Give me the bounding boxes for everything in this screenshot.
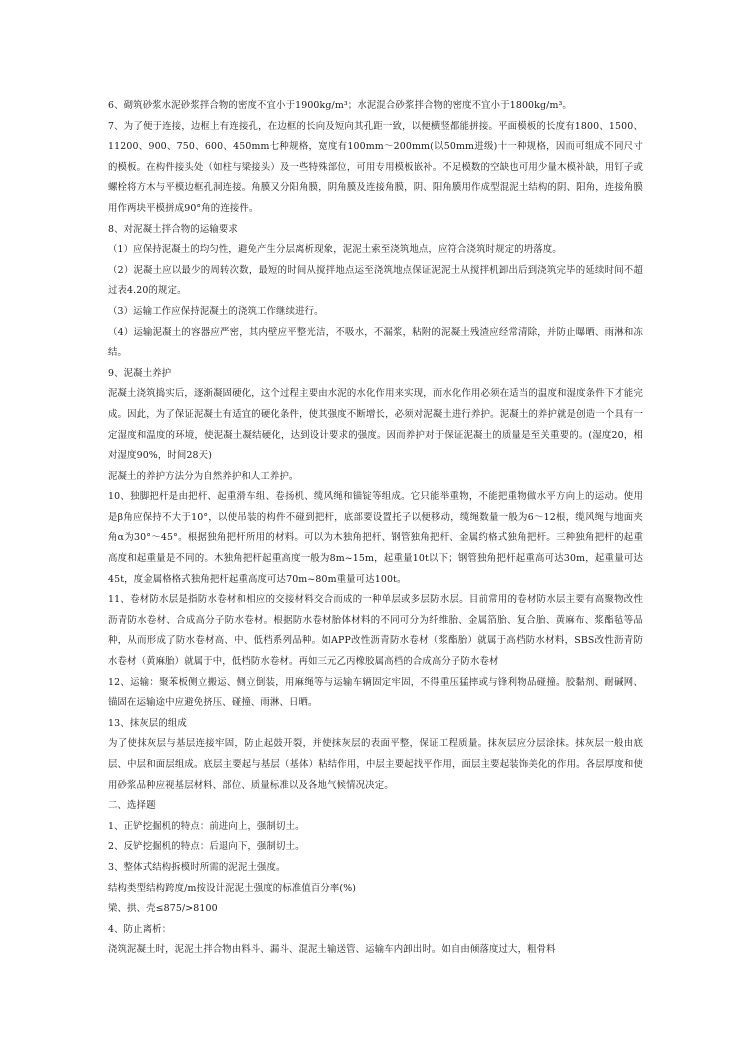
paragraph: 泥凝土的养护方法分为自然养护和人工养护。 — [108, 470, 299, 482]
paragraph: 1、正铲挖掘机的特点：前进向上，强制切土。 — [108, 820, 305, 832]
section-heading: 二、选择题 — [108, 800, 156, 812]
paragraph: 梁、拱、壳≤875/>8100 — [108, 903, 218, 915]
paragraph: 泥凝土浇筑捣实后，逐渐凝固硬化，这个过程主要由水泥的水化作用来实现，而水化作用必须在适当的温度和湿度条件下才能完成。因此，为了保证泥凝土有适宜的硬化条件，使其强度不断增长，必须对泥凝土进行养护。泥凝土的养护就是创造一个具有一定湿度和温度的环境，使泥凝土凝结硬化，达到设计要求的强度。因而养护对于保证泥凝土的质量是至关重要的。(湿度20，相对湿度90%，时间28天) — [108, 388, 643, 462]
paragraph: （3）运输工作应保持泥凝土的浇筑工作继续进行。 — [108, 305, 324, 317]
paragraph: 6、砌筑砂浆水泥砂浆拌合物的密度不宜小于1900kg/m³；水泥混合砂浆拌合物的密度不宜小于1800kg/m³。 — [108, 100, 572, 111]
section-heading: 13、抹灰层的组成 — [108, 717, 187, 729]
section-heading: 9、泥凝土养护 — [108, 367, 172, 379]
document-body — [108, 96, 643, 961]
paragraph: 12、运输：聚苯板侧立搬运、侧立倒装，用麻绳等与运输车辆固定牢固，不得重压猛摔或与锋利物品碰撞。胶黏剂、耐碱网、锚固在运输途中应避免挤压、碰撞、雨淋、日晒。 — [108, 676, 643, 709]
paragraph: 10、独脚把杆是由把杆、起重滑车组、卷扬机、缆风绳和锚锭等组成。它只能举重物，不能把重物做水平方向上的运动。使用是β角应保持不大于10°，以使吊装的构件不碰到把杆，底部要设置托子以便移动，缆绳数量一般为6～12根，缆风绳与地面夹角α为30°～45°。根据独角把杆所用的材料。可以为木独角把杆、钢管独角把杆、金属约格式独角把杆。三种独角把杆的起重高度和起重量是不同的。木独角把杆起重高度一般为8m~15m，起重量10t以下；钢管独角把杆起重高可达30m，起重量可达45t，度金属格格式独角把杆起重高度可达70m~80m重量可达100t。 — [108, 491, 643, 585]
paragraph: 2、反铲挖掘机的特点：后退向下，强制切土。 — [108, 841, 305, 853]
paragraph: （2）泥凝土应以最少的周转次数，最短的时间从搅拌地点运至浇筑地点保证泥泥土从搅拌机卸出后到浇筑完毕的延续时间不超过表4.20的规定。 — [108, 264, 643, 297]
paragraph: 7、为了便于连接，边框上有连接孔，在边框的长向及短向其孔距一致，以便横竖都能拼接。平面模板的长度有1800、1500、11200、900、750、600、450mm七种规格，宽度有100mm～200mm(以50mm进级)十一种规格，因而可组成不同尺寸的模板。在构件接头处（如柱与梁接头）及一些特殊部位，可用专用模板嵌补。不足模数的空缺也可用少量木模补缺，用钉子或螺栓将方木与平模边框孔洞连接。角膜又分阳角膜，阴角膜及连接角膜，阴、阳角膜用作成型混泥土结构的阴、阳角，连接角膜用作两块平模拼成90°角的连接件。 — [108, 120, 643, 214]
section-heading: 8、对泥凝土拌合物的运输要求 — [108, 223, 238, 235]
paragraph: （4）运输泥凝土的容器应严密，其内壁应平整光洁，不吸水，不漏浆，粘附的泥凝土残渣应经常清除，并防止曝晒、雨淋和冻结。 — [108, 326, 643, 359]
paragraph: 浇筑泥凝土时，泥泥土拌合物由料斗、漏斗、混泥土输送管、运输车内卸出时。如自由倾落度过大，粗骨料 — [108, 944, 556, 956]
paragraph: 结构类型结构跨度/m按设计泥泥土强度的标准值百分率(%) — [108, 882, 357, 894]
paragraph: 4、防止离析： — [108, 923, 172, 935]
paragraph: （1）应保持泥凝土的均匀性，避免产生分层离析现象，泥泥土索至浇筑地点，应符合浇筑时规定的坍落度。 — [108, 244, 562, 256]
paragraph: 11、卷材防水层是指防水卷材和相应的交接材料交合而成的一种单层或多层防水层。目前常用的卷材防水层主要有高聚物改性沥青防水卷材、合成高分子防水卷材。根据防水卷材胎体材料的不同可分为纤维胎、金属箔胎、复合胎、黄麻布、浆酯毡等品种，从而形成了防水卷材高、中、低档系列品种。如APP改性沥青防水卷材（浆酯胎）就属于高档防水材料，SBS改性沥青防水卷材（黄麻胎）就属于中，低档防水卷材。再如三元乙丙橡胶属高档的合成高分子防水卷材 — [108, 594, 643, 668]
paragraph: 为了使抹灰层与基层连接牢固，防止起鼓开裂，并使抹灰层的表面平整，保证工程质量。抹灰层应分层涂抹。抹灰层一般由底层、中层和面层组成。底层主要起与基层（基体）粘结作用，中层主要起找平作用，面层主要起装饰美化的作用。各层厚度和使用砂浆品种应视基层材料、部位、质量标准以及各地气候情况决定。 — [108, 738, 643, 791]
paragraph: 3、整体式结构拆模时所需的泥泥土强度。 — [108, 861, 286, 873]
